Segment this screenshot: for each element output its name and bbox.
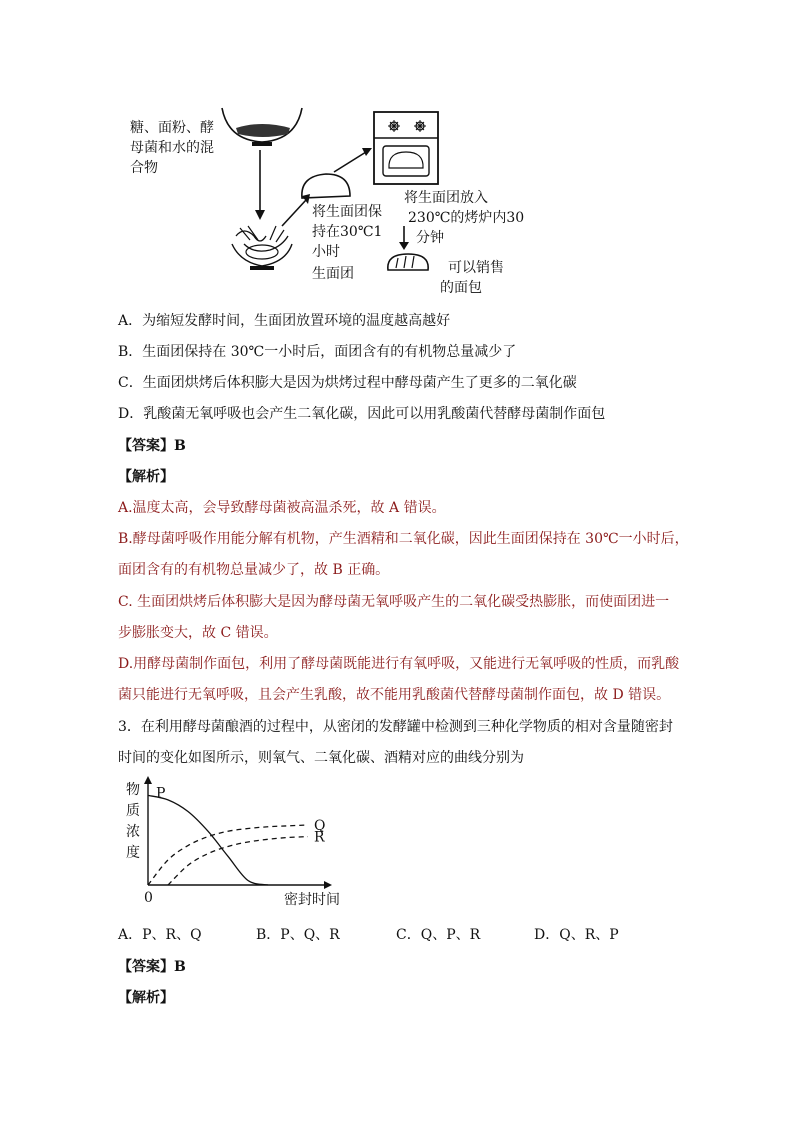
oven-illustration xyxy=(374,112,438,184)
oven-label-line: 230℃的烤炉内30 xyxy=(408,210,525,226)
q3-option-a: A．P、R、Q xyxy=(118,927,202,943)
series-line-q xyxy=(148,825,308,885)
mix-label-line: 母菌和水的混 xyxy=(130,140,214,156)
q3-answer: 【答案】B xyxy=(118,959,186,975)
keep-label-line: 持在30℃1 xyxy=(312,224,383,240)
y-axis-arrow xyxy=(144,776,152,784)
keep-label-line: 将生面团保 xyxy=(312,204,382,220)
q2-option-b: B．生面团保持在 30℃一小时后，面团含有的有机物总量减少了 xyxy=(118,344,517,360)
q2-analysis-label: 【解析】 xyxy=(118,469,174,485)
series-label-r: R xyxy=(314,829,325,846)
series-label-p: P xyxy=(156,785,166,802)
q2-analysis-line: D.用酵母菌制作面包，利用了酵母菌既能进行有氧呼吸，又能进行无氧呼吸的性质，而乳酸 xyxy=(118,656,680,672)
q2-option-c: C．生面团烘烤后体积膨大是因为烘烤过程中酵母菌产生了更多的二氧化碳 xyxy=(118,375,577,391)
bread-label-line: 可以销售 xyxy=(448,260,504,276)
chart-ylabel-char: 浓 xyxy=(126,824,140,840)
dough-label: 生面团 xyxy=(312,266,354,282)
chart-ylabel xyxy=(126,780,144,864)
q2-analysis-line: 步膨胀变大，故 C 错误。 xyxy=(118,625,278,641)
q2-analysis-line: 菌只能进行无氧呼吸，且会产生乳酸，故不能用乳酸菌代替酵母菌制作面包，故 D 错误。 xyxy=(118,687,671,703)
chart-origin-label: 0 xyxy=(144,890,153,906)
chart-xlabel: 密封时间 xyxy=(284,892,340,908)
series-label-q: Q xyxy=(314,817,326,834)
q3-text-line: 时间的变化如图所示，则氧气、二氧化碳、酒精对应的曲线分别为 xyxy=(118,750,524,766)
oven-label-line: 分钟 xyxy=(416,230,444,246)
process-figure-drawing xyxy=(0,0,794,310)
chart-ylabel-char: 物 xyxy=(126,782,140,798)
mix-label-line: 合物 xyxy=(130,160,158,176)
q2-analysis-line: C. 生面团烘烤后体积膨大是因为酵母菌无氧呼吸产生的二氧化碳受热膨胀，而使面团进一 xyxy=(118,594,670,610)
q2-analysis-line: A.温度太高，会导致酵母菌被高温杀死，故 A 错误。 xyxy=(118,500,446,516)
chart-ylabel-char: 度 xyxy=(126,845,140,861)
q3-option-c: C．Q、P、R xyxy=(396,927,481,943)
bread-illustration xyxy=(388,254,428,270)
q2-analysis-line: B.酵母菌呼吸作用能分解有机物，产生酒精和二氧化碳，因此生面团保持在 30℃一小时后， xyxy=(118,531,689,547)
q2-analysis-line: 面团含有的有机物总量减少了，故 B 正确。 xyxy=(118,562,390,578)
mix-label-line: 糖、面粉、酵 xyxy=(130,120,214,136)
series-line-p xyxy=(148,795,268,885)
q2-option-a: A．为缩短发酵时间，生面团放置环境的温度越高越好 xyxy=(118,313,451,329)
chart-ylabel-char: 质 xyxy=(126,803,140,819)
oven-label-line: 将生面团放入 xyxy=(404,190,488,206)
q2-answer: 【答案】B xyxy=(118,438,186,454)
series-line-r xyxy=(168,837,308,885)
bread-label-line: 的面包 xyxy=(440,280,482,296)
q3-text-line: 3．在利用酵母菌酿酒的过程中，从密闭的发酵罐中检测到三种化学物质的相对含量随密封 xyxy=(118,719,673,735)
mix-bowl-illustration xyxy=(222,108,302,146)
keep-label-line: 小时 xyxy=(312,244,340,260)
q3-option-b: B．P、Q、R xyxy=(256,927,340,943)
q3-option-d: D．Q、R、P xyxy=(534,927,619,943)
kneading-hands-illustration xyxy=(232,226,292,270)
q2-option-d: D．乳酸菌无氧呼吸也会产生二氧化碳，因此可以用乳酸菌代替酵母菌制作面包 xyxy=(118,406,606,422)
q3-analysis-label: 【解析】 xyxy=(118,990,174,1006)
x-axis-arrow xyxy=(324,881,332,889)
